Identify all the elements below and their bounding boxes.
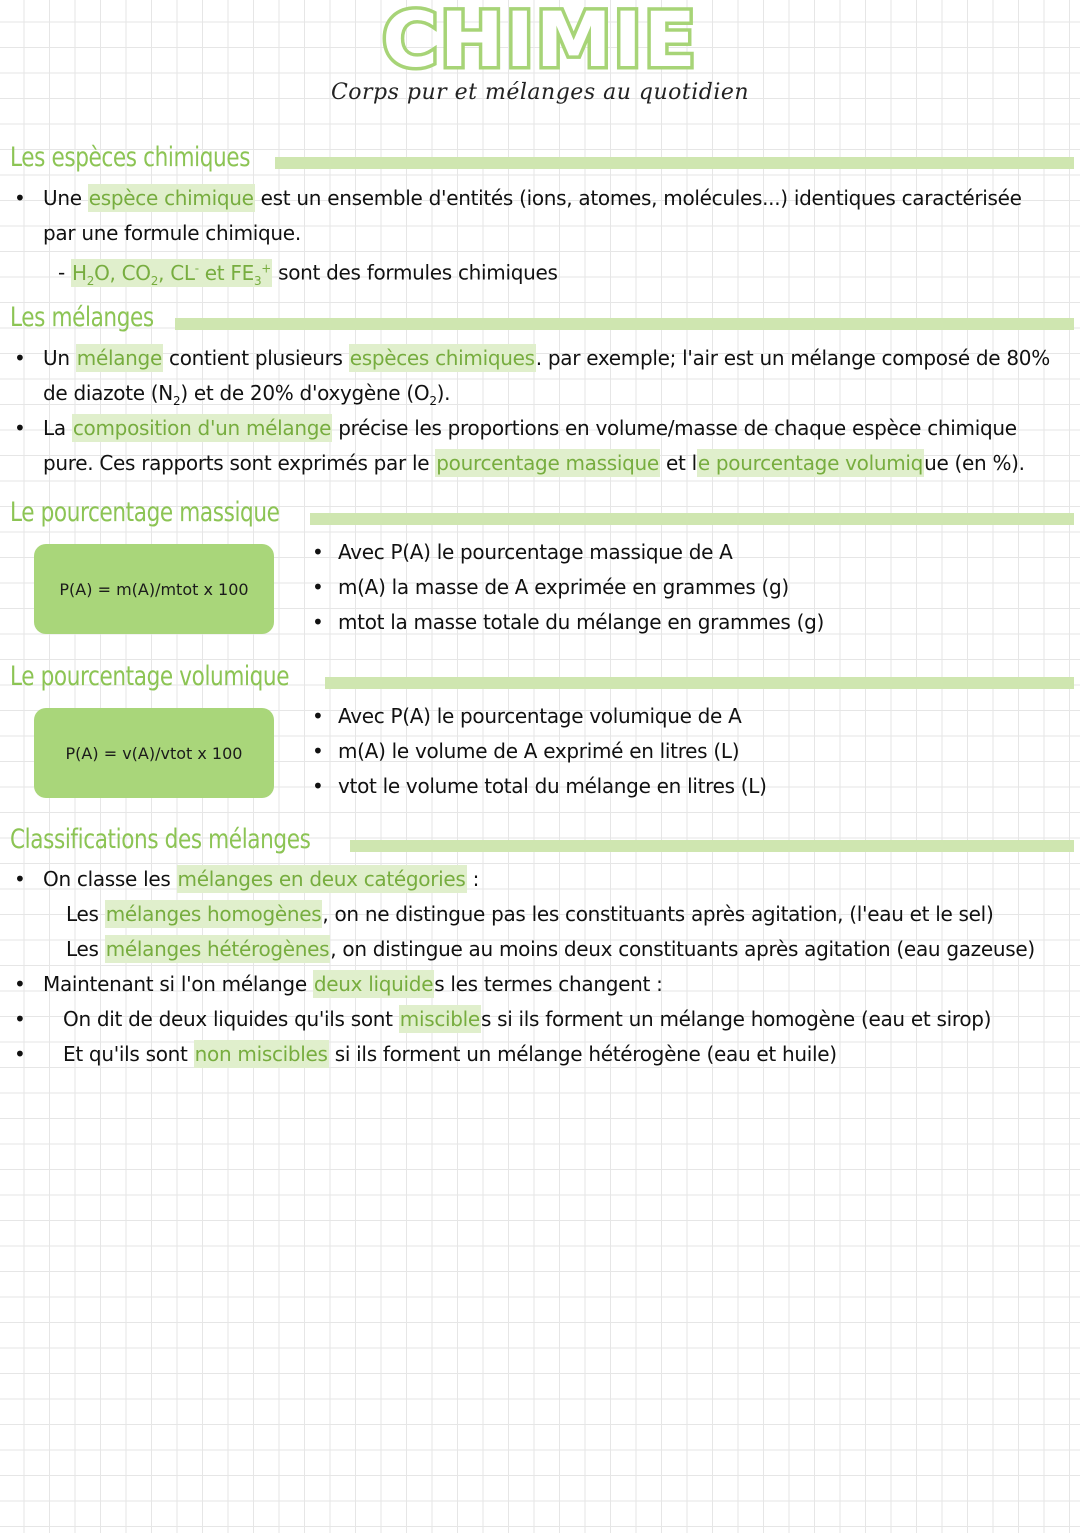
formula-volumique: P(A) = v(A)/vtot x 100 [65, 743, 243, 763]
section-divider [350, 840, 1074, 852]
bullet-icon: • [312, 704, 324, 728]
classification-homogene: Les mélanges homogènes, on ne distingue pas les constituants après agitation, (l'eau et le sel) [66, 902, 994, 926]
section-divider [175, 318, 1074, 330]
classification-miscibles: On dit de deux liquides qu'ils sont miscibles si ils forment un mélange homogène (eau et sirop) [63, 1007, 992, 1031]
volumique-item: m(A) le volume de A exprimé en litres (L) [338, 739, 740, 763]
section-divider [325, 677, 1074, 689]
classification-heterogene: Les mélanges hétérogènes, on distingue au moins deux constituants après agitation (eau gazeuse) [66, 937, 1035, 961]
bullet-icon: • [312, 540, 324, 564]
bullet-icon: • [14, 416, 26, 440]
bullet-icon: • [312, 739, 324, 763]
classification-non-miscibles: Et qu'ils sont non miscibles si ils forment un mélange hétérogène (eau et huile) [63, 1042, 837, 1066]
melanges-definition: Un mélange contient plusieurs espèces chimiques. par exemple; l'air est un mélange composé de 80% [43, 346, 1050, 370]
section-divider [275, 157, 1074, 169]
section-melanges-header [0, 302, 1080, 342]
section-title-especes: Les espèces chimiques [10, 142, 251, 173]
especes-example: - $H_2O$, $CO_2$, CL- et $FE_3^+$ sont des formules chimiques [58, 260, 558, 288]
highlight-term: espèce chimique [88, 186, 254, 210]
melanges-composition: La composition d'un mélange précise les proportions en volume/masse de chaque espèce chimique [43, 416, 1017, 440]
highlight-formulas: $H_2O$, $CO_2$, CL- et $FE_3^+$ [71, 260, 272, 288]
classification-intro: On classe les mélanges en deux catégories : [43, 867, 480, 891]
volumique-item: vtot le volume total du mélange en litres (L) [338, 774, 767, 798]
classification-liquides: Maintenant si l'on mélange deux liquides les termes changent : [43, 972, 663, 996]
formula-box-massique [34, 544, 274, 634]
bullet-icon: • [14, 972, 26, 996]
especes-definition-cont: par une formule chimique. [43, 221, 301, 245]
section-classifications-header [0, 824, 1080, 864]
bullet-icon: • [14, 346, 26, 370]
volumique-item: Avec P(A) le pourcentage volumique de A [338, 704, 742, 728]
section-divider [310, 513, 1074, 525]
section-title-classifications: Classifications des mélanges [10, 824, 311, 855]
section-title-melanges: Les mélanges [10, 302, 154, 333]
bullet-icon: • [14, 867, 26, 891]
section-massique-header [0, 497, 1080, 537]
bullet-icon: • [14, 186, 26, 210]
section-especes-header [0, 142, 1080, 182]
formula-box-volumique [34, 708, 274, 798]
section-title-massique: Le pourcentage massique [10, 497, 280, 528]
especes-definition: Une espèce chimique est un ensemble d'entités (ions, atomes, molécules...) identiques caractérisée [43, 186, 1022, 210]
section-volumique-header [0, 661, 1080, 701]
page-subtitle: Corps pur et mélanges au quotidien [330, 80, 750, 105]
bullet-icon: • [14, 1007, 26, 1031]
bullet-icon: • [312, 774, 324, 798]
section-title-volumique: Le pourcentage volumique [10, 661, 290, 692]
melanges-definition-cont: de diazote $(N_2)$ et de 20% d'oxygène $(O_2)$. [43, 381, 451, 408]
massique-item: m(A) la masse de A exprimée en grammes (g) [338, 575, 789, 599]
page-title: CHIMIE [382, 0, 698, 84]
formula-massique: P(A) = m(A)/mtot x 100 [59, 579, 249, 599]
bullet-icon: • [14, 1042, 26, 1066]
massique-item: mtot la masse totale du mélange en grammes (g) [338, 610, 824, 634]
bullet-icon: • [312, 575, 324, 599]
melanges-composition-cont: pure. Ces rapports sont exprimés par le pourcentage massique et le pourcentage volumique (en %). [43, 451, 1025, 475]
massique-item: Avec P(A) le pourcentage massique de A [338, 540, 733, 564]
bullet-icon: • [312, 610, 324, 634]
